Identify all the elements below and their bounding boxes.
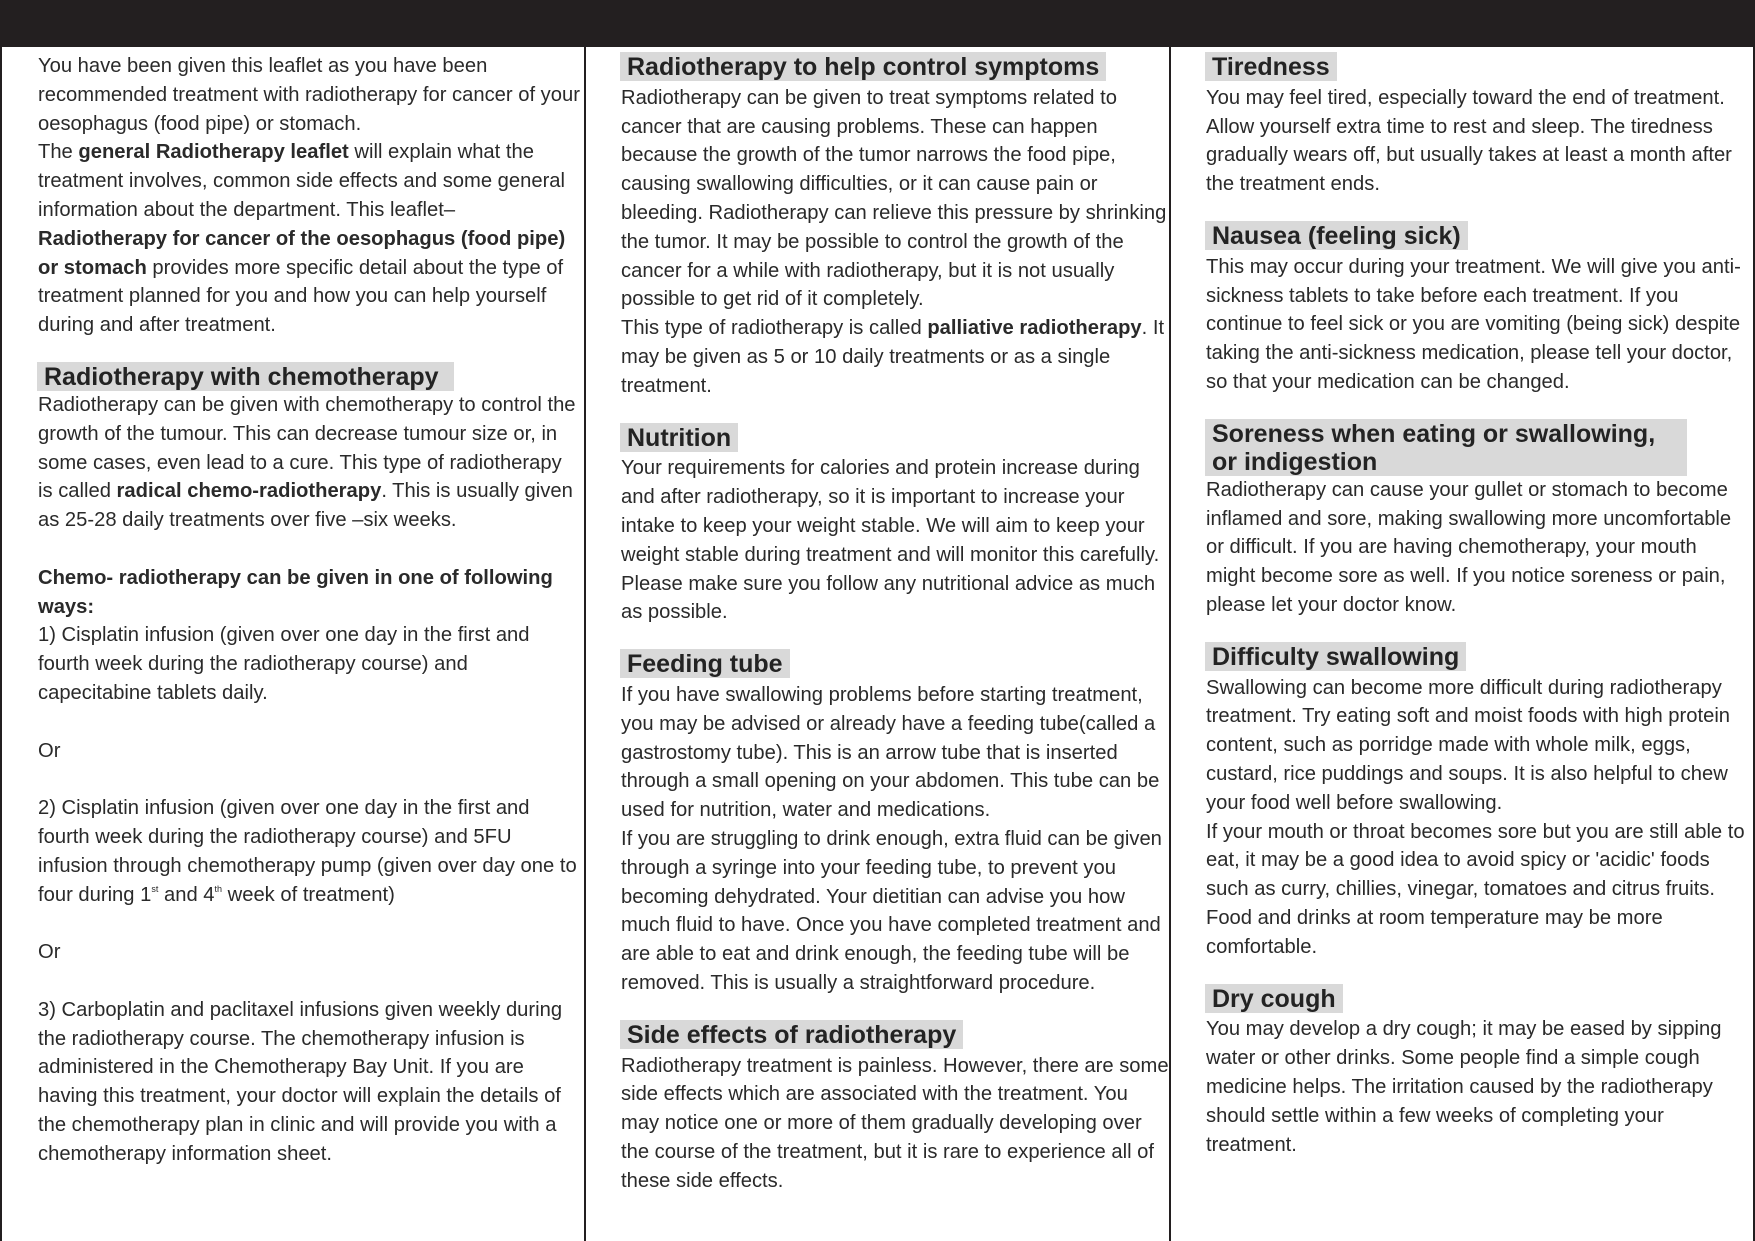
- nutrition-paragraph: Your requirements for calories and protein increase during and after radiotherapy, so it is important to increase your intake to keep your weight stable. We will aim to keep your weight stable during treatment and will monitor this carefully. Please make sure you follow any nutritional advice as much as possible.: [621, 457, 1160, 624]
- way-3: 3) Carboplatin and paclitaxel infusions given weekly during the radiotherapy course. The chemotherapy infusion is administered in the Chemotherapy Bay Unit. If you are having this treatment, your doctor will explain the details of the chemotherapy plan in clinic and will provide you with a chemotherapy information sheet.: [38, 998, 563, 1165]
- chemo-paragraph: [38, 391, 580, 535]
- way-2-text: 2) Cisplatin infusion (given over one day in the first and fourth week during the radiotherapy course) and 5FU infusion through chemotherapy pump (given over day one to four during 1: [38, 797, 577, 906]
- symptoms-2-text: This type of radiotherapy is called: [621, 317, 928, 340]
- column-1: [38, 52, 580, 1168]
- intro-2-rest: will explain what the treatment involves, common side effects and some general information about the department. This leaflet–: [38, 141, 566, 221]
- nausea-paragraph: This may occur during your treatment. We will give you anti-sickness tablets to take before each treatment. If you continue to feel sick or you are vomiting (being sick) despite taking the anti-sickness medication, please tell your doctor, so that your medication can be changed.: [1206, 255, 1741, 393]
- way-2: [38, 794, 580, 909]
- swallowing-paragraph-2: If your mouth or throat becomes sore but you are still able to eat, it may be a good idea to avoid spicy or 'acidic' foods such as curry, chillies, vinegar, tomatoes and citrus fruits. Food and drinks at room temperature may be more comfortable.: [1206, 820, 1745, 958]
- heading-difficulty-swallowing: Difficulty swallowing: [1205, 642, 1466, 671]
- top-bar: [0, 0, 1755, 47]
- column-divider-1: [584, 47, 586, 1241]
- chemo-text: Radiotherapy can be given with chemotherapy to control the growth of the tumour. This can decrease tumour size or, in some cases, even lead to a cure. This type of radiotherapy is called: [38, 393, 576, 503]
- symptoms-paragraph-2: [621, 314, 1169, 400]
- heading-radiotherapy-with-chemotherapy: Radiotherapy with chemotherapy: [37, 362, 454, 391]
- or-1: Or: [38, 739, 61, 762]
- intro-paragraph-2: [38, 138, 580, 224]
- side-effects-paragraph: Radiotherapy treatment is painless. However, there are some side effects which are associated with the treatment. You may notice one or more of them gradually developing over the course of the treatment, but it is rare to experience all of these side effects.: [621, 1054, 1169, 1192]
- feeding-paragraph-2: If you are struggling to drink enough, extra fluid can be given through a syringe into your feeding tube, to prevent you becoming dehydrated. Your dietitian can advise you how much fluid to have. Once you have completed treatment and are able to eat and drink enough, the feeding tube will be removed. This is usually a straightforward procedure.: [621, 827, 1162, 994]
- heading-nutrition: Nutrition: [620, 423, 738, 452]
- intro-paragraph-1: You have been given this leaflet as you have been recommended treatment with radiotherapy for cancer of your oesophagus (food pipe) or stomach.: [38, 55, 580, 135]
- heading-side-effects: Side effects of radiotherapy: [620, 1020, 963, 1049]
- or-2: Or: [38, 941, 61, 964]
- feeding-paragraph-1: If you have swallowing problems before starting treatment, you may be advised or already have a feeding tube(called a gastrostomy tube). This is an arrow tube that is inserted through a small opening on your abdomen. This tube can be used for nutrition, water and medications.: [621, 683, 1160, 822]
- intro-paragraph-3: [38, 225, 580, 340]
- heading-tiredness: Tiredness: [1205, 52, 1337, 81]
- symptoms-2-bold: palliative radiotherapy: [927, 317, 1142, 340]
- intro-2-bold: general Radiotherapy leaflet: [78, 141, 349, 164]
- column-2: [621, 52, 1169, 1195]
- intro-3-bold: Radiotherapy for cancer of the oesophagus (food pipe) or stomach: [38, 227, 566, 279]
- way-2-mid: and 4: [158, 883, 215, 906]
- left-border: [0, 47, 2, 1241]
- way-2-rest: week of treatment): [222, 883, 395, 906]
- column-divider-2: [1169, 47, 1171, 1241]
- tiredness-paragraph: You may feel tired, especially toward the end of treatment. Allow yourself extra time to rest and sleep. The tiredness gradually wears off, but usually takes at least a month after the treatment ends.: [1206, 86, 1732, 196]
- way-1: 1) Cisplatin infusion (given over one day in the first and fourth week during the radiotherapy course) and capecitabine tablets daily.: [38, 624, 530, 704]
- chemo-bold: radical chemo-radiotherapy: [116, 480, 382, 503]
- way-2-sup-2: th: [214, 883, 223, 894]
- ways-heading-text: Chemo- radiotherapy can be given in one of following ways:: [38, 566, 553, 618]
- column-3: [1206, 52, 1746, 1159]
- heading-nausea: Nausea (feeling sick): [1205, 221, 1468, 250]
- heading-soreness: Soreness when eating or swallowing, or indigestion: [1205, 419, 1687, 476]
- intro-2-text: The: [38, 141, 79, 164]
- dry-cough-paragraph: You may develop a dry cough; it may be eased by sipping water or other drinks. Some people find a simple cough medicine helps. The irritation caused by the radiotherapy should settle within a few weeks of completing your treatment.: [1206, 1018, 1722, 1156]
- heading-dry-cough: Dry cough: [1205, 984, 1343, 1013]
- heading-symptoms: Radiotherapy to help control symptoms: [620, 52, 1106, 81]
- soreness-paragraph: Radiotherapy can cause your gullet or stomach to become inflamed and sore, making swallowing more uncomfortable or difficult. If you are having chemotherapy, your mouth might become sore as well. If you notice soreness or pain, please let your doctor know.: [1206, 478, 1732, 616]
- ways-heading: [38, 564, 580, 622]
- symptoms-paragraph-1: Radiotherapy can be given to treat symptoms related to cancer that are causing problems. These can happen because the growth of the tumor narrows the food pipe, causing swallowing difficulties, or it can cause pain or bleeding. Radiotherapy can relieve this pressure by shrinking the tumor. It may be possible to control the growth of the cancer for a while with radiotherapy, but it is not usually possible to get rid of it completely.: [621, 86, 1167, 311]
- swallowing-paragraph-1: Swallowing can become more difficult during radiotherapy treatment. Try eating soft and moist foods with high protein content, such as porridge made with whole milk, eggs, custard, rice puddings and soups. It is also helpful to chew your food well before swallowing.: [1206, 676, 1731, 814]
- way-2-sup-1: st: [151, 883, 159, 894]
- chemo-rest: . This is usually given as 25-28 daily treatments over five –six weeks.: [38, 480, 573, 532]
- symptoms-2-rest: . It may be given as 5 or 10 daily treatments or as a single treatment.: [621, 317, 1165, 397]
- intro-3-rest: provides more specific detail about the type of treatment planned for you and how you can help yourself during and after treatment.: [38, 256, 564, 337]
- heading-feeding-tube: Feeding tube: [620, 649, 790, 678]
